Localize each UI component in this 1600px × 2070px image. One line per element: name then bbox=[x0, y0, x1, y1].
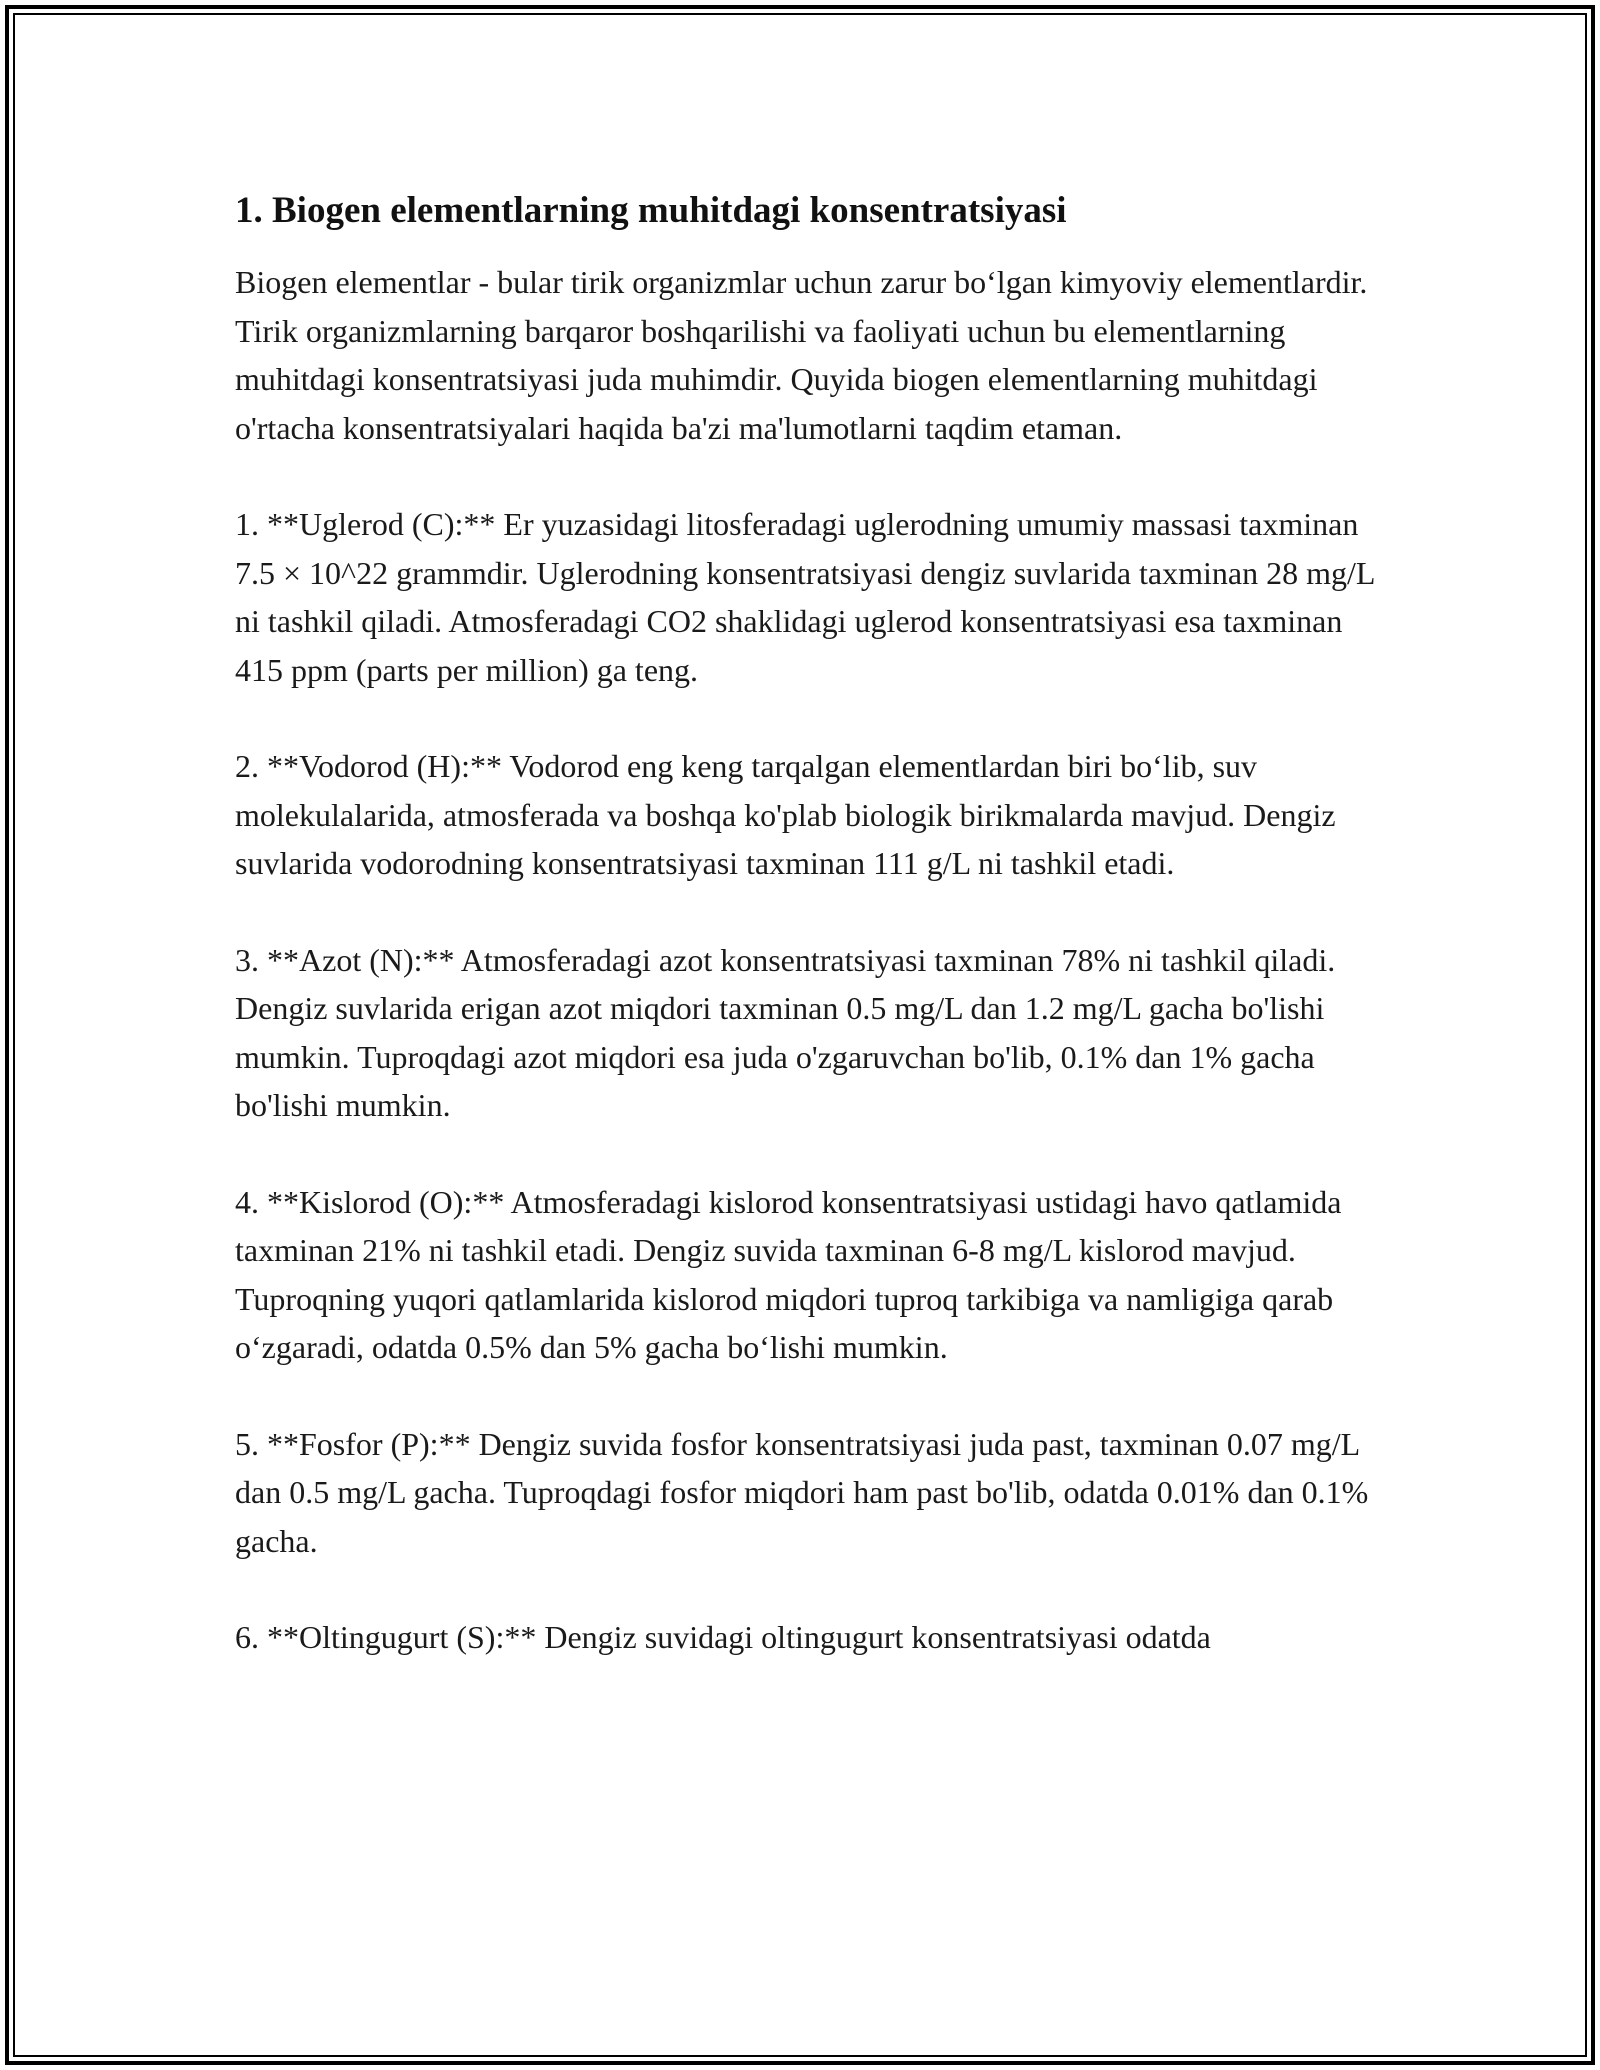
phosphorus-paragraph: 5. **Fosfor (P):** Dengiz suvida fosfor konsentratsiyasi juda past, taxminan 0.07 mg/L dan 0.5 mg/L gacha. Tuproqdagi fosfor miqdori ham past bo'lib, odatda 0.01% dan 0.1% gacha. bbox=[235, 1425, 1369, 1559]
nitrogen-paragraph: 3. **Azot (N):** Atmosferadagi azot konsentratsiyasi taxminan 78% ni tashkil qiladi. Dengiz suvlarida erigan azot miqdori taxminan 0.5 mg/L dan 1.2 mg/L gacha bo'lishi mumkin. Tuproqdagi azot miqdori esa juda o'zgaruvchan bo'lib, 0.1% dan 1% gacha bo'lishi mumkin. bbox=[235, 941, 1336, 1123]
document-body bbox=[235, 186, 1395, 1710]
oxygen-paragraph: 4. **Kislorod (O):** Atmosferadagi kislorod konsentratsiyasi ustidagi havo qatlamida taxminan 21% ni tashkil etadi. Dengiz suvida taxminan 6-8 mg/L kislorod mavjud. Tuproqning yuqori qatlamlarida kislorod miqdori tuproq tarkibiga va namligiga qarab o‘zgaradi, odatda 0.5% dan 5% gacha bo‘lishi mumkin. bbox=[235, 1183, 1342, 1365]
intro-paragraph: Biogen elementlar - bular tirik organizmlar uchun zarur bo‘lgan kimyoviy elementlardir. Tirik organizmlarning barqaror boshqarilishi va faoliyati uchun bu elementlarning muhitdagi konsentratsiyasi juda muhimdir. Quyida biogen elementlarning muhitdagi o'rtacha konsentratsiyalari haqida ba'zi ma'lumotlarni taqdim etaman. bbox=[235, 264, 1368, 446]
sulfur-paragraph: 6. **Oltingugurt (S):** Dengiz suvidagi oltingugurt konsentratsiyasi odatda bbox=[235, 1619, 1211, 1655]
page-title: 1. Biogen elementlarning muhitdagi konsentratsiyasi bbox=[235, 190, 1067, 231]
hydrogen-paragraph: 2. **Vodorod (H):** Vodorod eng keng tarqalgan elementlardan biri bo‘lib, suv molekulalarida, atmosferada va boshqa ko'plab biologik birikmalarda mavjud. Dengiz suvlarida vodorodning konsentratsiyasi taxminan 111 g/L ni tashkil etadi. bbox=[235, 748, 1336, 881]
carbon-paragraph: 1. **Uglerod (C):** Er yuzasidagi litosferadagi uglerodning umumiy massasi taxminan 7.5 × 10^22 grammdir. Uglerodning konsentratsiyasi dengiz suvlarida taxminan 28 mg/L ni tashkil qiladi. Atmosferadagi CO2 shaklidagi uglerod konsentratsiyasi esa taxminan 415 ppm (parts per million) ga teng. bbox=[235, 506, 1375, 688]
